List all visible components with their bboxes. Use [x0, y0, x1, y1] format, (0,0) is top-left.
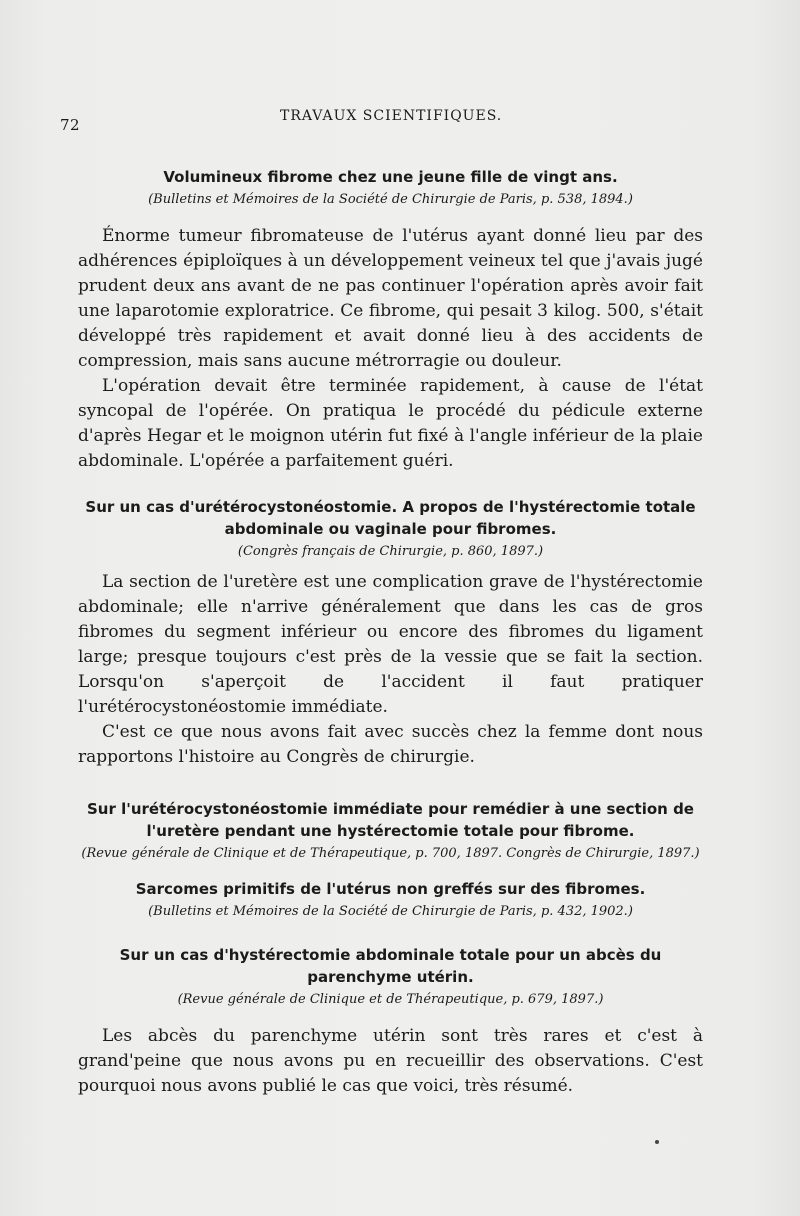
section-title: Volumineux fibrome chez une jeune fille de vingt ans. — [163, 168, 618, 186]
section-title: Sarcomes primitifs de l'utérus non greffés sur des fibromes. — [135, 880, 646, 898]
running-head: TRAVAUX SCIENTIFIQUES. — [280, 108, 503, 124]
section-citation: (Bulletins et Mémoires de la Société de Chirurgie de Paris, p. 538, 1894.) — [148, 192, 633, 207]
section-ureterocystoneostomie-immediate — [78, 798, 703, 864]
section-ureterocystoneostomie-cas — [78, 496, 703, 770]
section-title: Sur un cas d'hystérectomie abdominale totale pour un abcès du parenchyme utérin. — [119, 946, 662, 986]
paragraph: La section de l'uretère est une complication grave de l'hystérectomie abdominale; elle n'arrive généralement que dans les cas de gros fibromes du segment inférieur ou encore des fibromes du ligament large; presque toujours c'est près de la vessie que se fait la section. Lorsqu'on s'aperçoit de l'accident il faut pratiquer l'urétérocystonéostomie immédiate. — [78, 572, 703, 717]
page-number: 72 — [60, 116, 81, 134]
section-citation: (Congrès français de Chirurgie, p. 860, 1897.) — [237, 544, 544, 559]
paragraph: Énorme tumeur fibromateuse de l'utérus ayant donné lieu par des adhérences épiploïques à un développement veineux tel que j'avais jugé prudent deux ans avant de ne pas continuer l'opération après avoir fait une laparotomie exploratrice. Ce fibrome, qui pesait 3 kilog. 500, s'était développé très rapidement et avait donné lieu à des accidents de compression, mais sans aucune métrorragie ou douleur. — [78, 226, 703, 371]
page-content — [78, 160, 703, 1099]
section-title: Sur un cas d'urétérocystonéostomie. A propos de l'hystérectomie totale abdominale ou vaginale pour fibromes. — [85, 498, 696, 538]
section-citation: (Revue générale de Clinique et de Thérapeutique, p. 679, 1897.) — [177, 992, 604, 1007]
section-citation: (Revue générale de Clinique et de Thérapeutique, p. 700, 1897. Congrès de Chirurgie, 1897.) — [81, 846, 700, 861]
section-sarcomes-primitifs — [78, 878, 703, 922]
ink-speck — [655, 1140, 659, 1144]
section-fibrome-jeune-fille — [78, 166, 703, 474]
section-title: Sur l'urétérocystonéostomie immédiate pour remédier à une section de l'uretère pendant une hystérectomie totale pour fibrome. — [87, 800, 694, 840]
section-citation: (Bulletins et Mémoires de la Société de Chirurgie de Paris, p. 432, 1902.) — [148, 904, 633, 919]
paragraph: C'est ce que nous avons fait avec succès chez la femme dont nous rapportons l'histoire au Congrès de chirurgie. — [78, 722, 703, 767]
page-header — [60, 108, 728, 132]
paragraph: L'opération devait être terminée rapidement, à cause de l'état syncopal de l'opérée. On pratiqua le procédé du pédicule externe d'après Hegar et le moignon utérin fut fixé à l'angle inférieur de la plaie abdominale. L'opérée a parfaitement guéri. — [78, 376, 703, 471]
paragraph: Les abcès du parenchyme utérin sont très rares et c'est à grand'peine que nous avons pu en recueillir des observations. C'est pourquoi nous avons publié le cas que voici, très résumé. — [78, 1026, 703, 1096]
section-abces-parenchyme — [78, 944, 703, 1099]
